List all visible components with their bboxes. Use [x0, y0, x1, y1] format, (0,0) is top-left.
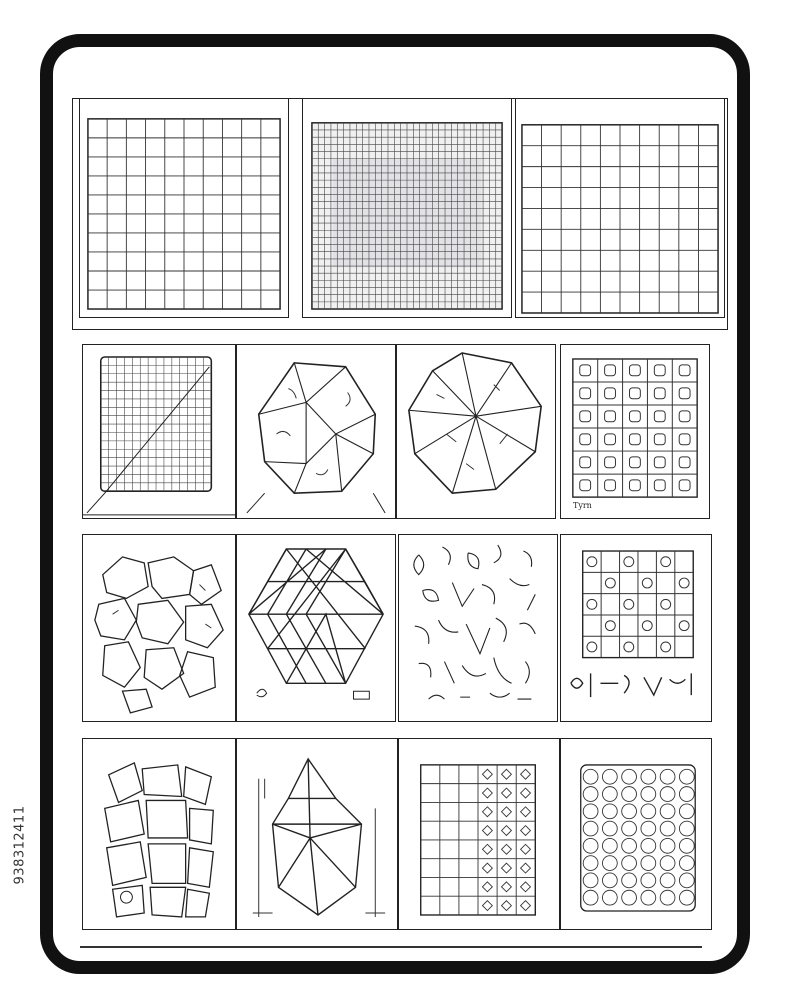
- panel-symbol-grid-1: [560, 344, 710, 519]
- crystal-icon: [237, 739, 397, 929]
- stock-id-watermark: [8, 770, 32, 920]
- panel-circle-grid: [560, 738, 712, 930]
- panel-symbol-grid-2: [560, 534, 712, 722]
- mosaic-icon: [83, 739, 235, 929]
- grid-caption: Tyrn: [573, 501, 592, 510]
- panel-cobblestone: [82, 534, 236, 722]
- symbol-grid-icon: [561, 535, 711, 721]
- panel-grid-plain-2: [515, 98, 725, 318]
- doodles-icon: [399, 535, 557, 721]
- bottom-rule: [80, 946, 702, 948]
- panel-grid-dense-shaded: [302, 98, 512, 318]
- polyhedron-icon: [397, 345, 555, 518]
- triangle-hexagon-icon: [237, 535, 395, 721]
- panel-grid-plain-1: [79, 98, 289, 318]
- panel-pattern-grid: [398, 738, 560, 930]
- stock-id-text: 938312411: [12, 805, 28, 885]
- panel-triangle-hexagon: [236, 534, 396, 722]
- panel-crystal: [236, 738, 398, 930]
- panel-faceted-sphere-2: [396, 344, 556, 519]
- panel-grid-diagonal: [82, 344, 236, 519]
- circle-grid-icon: [561, 739, 711, 929]
- cobblestone-icon: [83, 535, 235, 721]
- dense-grid-icon: [303, 99, 511, 317]
- polyhedron-icon: [237, 345, 395, 518]
- panel-shard-mosaic: [82, 738, 236, 930]
- pattern-grid-icon: [399, 739, 559, 929]
- panel-faceted-sphere-1: [236, 344, 396, 519]
- panel-leaf-doodles: [398, 534, 558, 722]
- grid-icon: [80, 99, 288, 317]
- grid-diagonal-icon: [83, 345, 235, 518]
- symbol-grid-icon: [561, 345, 709, 518]
- grid-icon: [516, 99, 724, 317]
